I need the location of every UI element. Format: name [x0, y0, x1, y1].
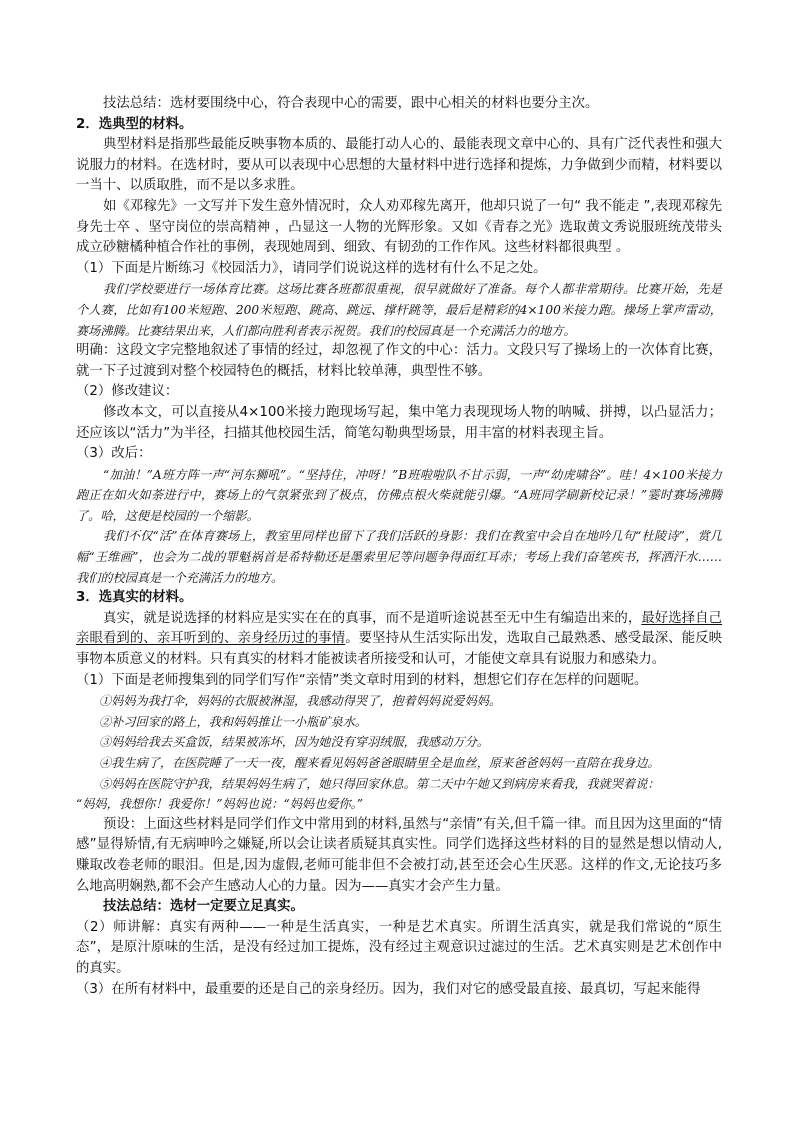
material-item-5b: “妈妈，我想你！我爱你！”妈妈也说：“妈妈也爱你。” — [76, 797, 363, 812]
section-heading-2: 2．选典型的材料。 — [76, 116, 193, 132]
document-body — [76, 94, 722, 1000]
real-material-definition — [76, 609, 722, 671]
question-4: （1）下面是老师搜集到的同学们写作“亲情”类文章时用到的材料，想想它们存在怎样的问题呢。 — [76, 672, 648, 688]
material-item-2: ②补习回家的路上，我和妈妈推让一小瓶矿泉水。 — [99, 714, 368, 729]
question-2: （2）修改建议： — [76, 384, 179, 400]
clarification: 明确：这段文字完整地叙述了事情的经过，却忽视了作文的中心：活力。文段只写了操场上的一次体育比赛，就一下子过渡到对整个校园特色的概括，材料比较单薄，典型性不够。 — [76, 343, 722, 379]
technique-summary-1: 技法总结：选材要围绕中心，符合表现中心的需要，跟中心相关的材料也要分主次。 — [103, 96, 599, 111]
material-item-5a: ⑤妈妈在医院守护我，结果妈妈生病了，她只得回家休息。第二天中午她又到病房来看我，我就哭着说： — [99, 776, 660, 791]
example-passage-revised-2: 我们不仅“活”在体育赛场上，教室里同样也留下了我们活跃的身影：我们在教室中会自在地吟几句“杜陵诗”，赏几幅“王维画”，也会为二战的罪魁祸首是希特勒还是墨索里尼等问题争得面红耳赤；考场上我们奋笔疾书，挥洒汗水……我们的校园真是一个充满活力的地方。 — [76, 529, 722, 585]
typical-material-examples: 如《邓稼先》一文写并下发生意外情况时，众人劝邓稼先离开，他却只说了一句“ 我不能走 ”,表现邓稼先身先士卒 、坚守岗位的崇高精神 ，凸显这一人物的光辉形象。又如《青春之光》选取黄文秀说服班统茂带头成立砂糖橘种植合作社的事例，表现她周到、细致、有韧劲的工作作风。这些材料都很典型 。 — [76, 198, 722, 256]
technique-summary-2: 技法总结：选材一定要立足真实。 — [103, 899, 304, 915]
example-passage-original: 我们学校要进行一场体育比赛。这场比赛各班都很重视，很早就做好了准备。每个人都非常期待。比赛开始，先是个人赛，比如有100米短跑、200米短跑、跳高、跳远、撑杆跳等，最后是精彩的4×100米接力跑。操场上掌声雷动，赛场沸腾。比赛结果出来，人们都向胜利者表示祝贺。我们的校园真是一个充满活力的地方。 — [76, 282, 722, 338]
question-3: （3）改后： — [76, 446, 152, 462]
preset-analysis: 预设：上面这些材料是同学们作文中常用到的材料,虽然与“亲情”有关,但千篇一律。而且因为这里面的“情感”显得矫情,有无病呻吟之嫌疑,所以会让读者质疑其真实性。同学们选择这些材料的目的显然是想以情动人,赚取改卷老师的眼泪。但是,因为虚假,老师可能非但不会被打动,甚至还会心生厌恶。这样的作文,无论技巧多么地高明娴熟,都不会产生感动人心的力量。因为——真实才会产生力量。 — [76, 816, 722, 894]
real-material-text-a: 真实，就是说选择的材料应是实实在在的真事，而不是道听途说甚至无中生有编造出来的， — [103, 610, 642, 626]
real-material-underlined: 最好选择自己亲眼看到的、亲耳听到的、亲身经历过的事情 — [76, 610, 723, 647]
real-material-text-c: 。要坚持从生活实际出发，选取自己最熟悉、感受最深、能反映事物本质意义的材料。只有真实的材料才能被读者所接受和认可，才能使文章具有说服力和感染力。 — [76, 631, 723, 668]
revision-suggestion: 修改本文，可以直接从4×100米接力跑现场写起，集中笔力表现现场人物的呐喊、拼搏，以凸显活力；还应该以“活力”为半径，扫描其他校园生活，简笔勾勒典型场景，用丰富的材料表现主旨。 — [76, 404, 722, 441]
example-passage-revised-1: “加油！”A班方阵一声“河东狮吼”。“坚持住，冲呀！”B班啦啦队不甘示弱，一声“幼虎啸谷”。哇！4×100米接力跑正在如火如荼进行中，赛场上的气氛紧张到了极点，仿佛点根火柴就能引爆。“A班同学刷新校记录！”霎时赛场沸腾了。哈，这便是校园的一个缩影。 — [76, 467, 722, 523]
question-6: （3）在所有材料中，最重要的还是自己的亲身经历。因为，我们对它的感受最直接、最真切，写起来能得 — [76, 981, 701, 997]
question-1: （1）下面是片断练习《校园活力》，请同学们说说这样的选材有什么不足之处。 — [76, 260, 547, 276]
section-heading-3: 3．选真实的材料。 — [76, 590, 193, 606]
material-item-3: ③妈妈给我去买盒饭，结果被冻坏，因为她没有穿羽绒服，我感动万分。 — [99, 735, 489, 750]
typical-material-definition: 典型材料是指那些最能反映事物本质的、最能打动人心的、最能表现文章中心的、具有广泛代表性和强大说服力的材料。在选材时，要从可以表现中心思想的大量材料中进行选择和提炼，力争做到少而精，材料要以一当十、以质取胜，而不是以多求胜。 — [76, 137, 722, 194]
teacher-explanation: （2）师讲解：真实有两种——一种是生活真实，一种是艺术真实。所谓生活真实，就是我们常说的“原生态”，是原汁原味的生活，是没有经过加工提炼，没有经过主观意识过滤过的生活。艺术真实则是艺术创作中的真实。 — [76, 919, 722, 976]
material-item-4: ④我生病了，在医院睡了一天一夜，醒来看见妈妈爸爸眼睛里全是血丝，原来爸爸妈妈一直陪在我身边。 — [99, 756, 660, 770]
material-item-1: ①妈妈为我打伞，妈妈的衣服被淋湿，我感动得哭了，抱着妈妈说爱妈妈。 — [99, 694, 502, 709]
